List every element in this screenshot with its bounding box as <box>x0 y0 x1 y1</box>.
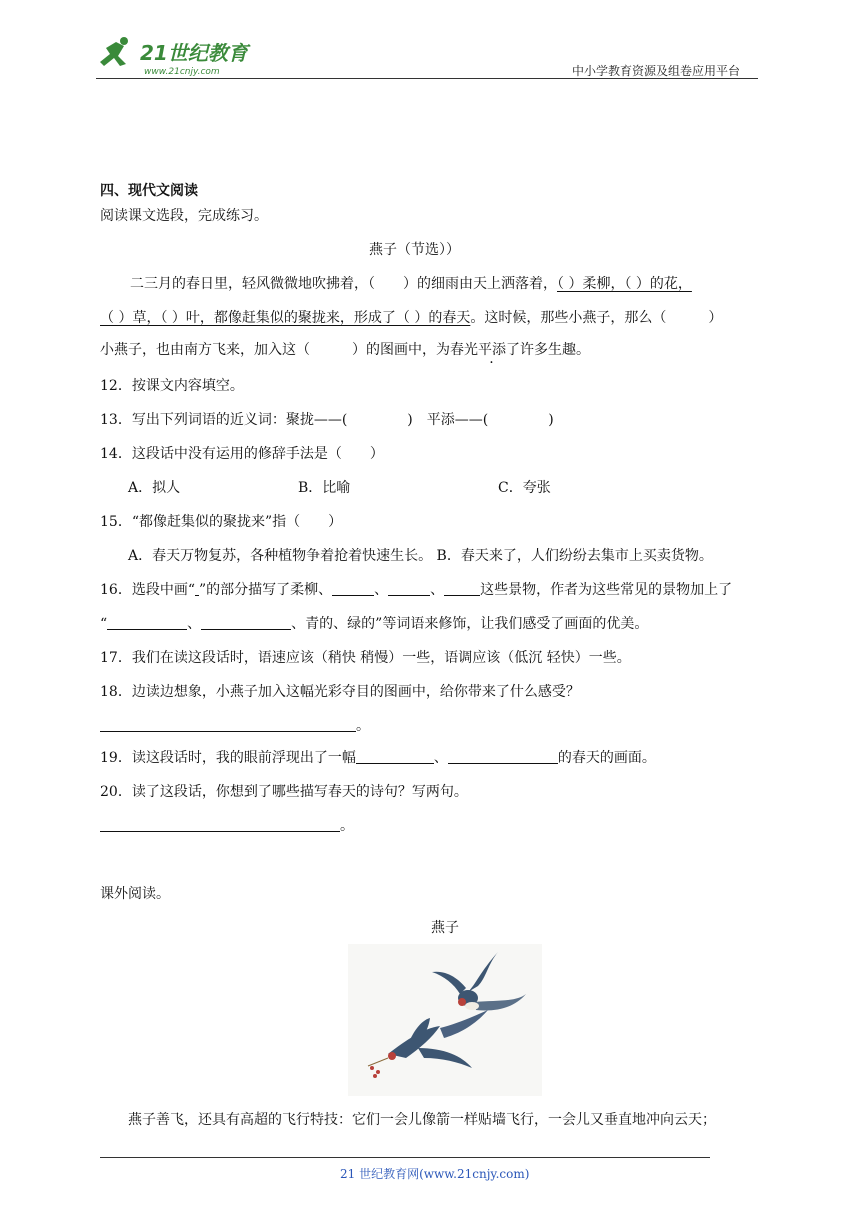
section-title: 四、现代文阅读 <box>100 183 198 199</box>
svg-text:www.21cnjy.com: www.21cnjy.com <box>144 67 220 77</box>
option-a: A．拟人 <box>128 480 181 496</box>
question-16: 16．选段中画“ ”的部分描写了柔柳、 、 、 这些景物，作者为这些常见的景物加上了 <box>100 582 733 598</box>
answer-blank <box>332 581 374 596</box>
option-b: B．比喻 <box>298 480 351 496</box>
question-12: 12．按课文内容填空。 <box>100 378 244 394</box>
answer-blank <box>107 615 187 630</box>
passage-line-3: 小燕子，也由南方飞来，加入这（ ）的图画中，为春光平添了许多生趣。 <box>100 342 590 358</box>
header-divider <box>96 78 758 79</box>
swallows-illustration <box>348 944 542 1096</box>
passage-line-2: （ ）草，（ ）叶，都像赶集似的聚拢来，形成了（ ）的春天。这时候，那些小燕子，那么（ ） <box>100 310 723 326</box>
footer-divider <box>100 1157 710 1158</box>
question-13: 13．写出下列词语的近义词：聚拢——( ) 平添——( ) <box>100 412 554 428</box>
underlined-text: （ ）柔柳，（ ）的花， <box>557 276 692 292</box>
question-20: 20．读了这段话，你想到了哪些描写春天的诗句？写两句。 <box>100 784 468 800</box>
question-18: 18．边读边想象，小燕子加入这幅光彩夺目的图画中，给你带来了什么感受？ <box>100 684 580 700</box>
option-c: C．夸张 <box>498 480 551 496</box>
passage-title: 燕子（节选）） <box>369 242 460 258</box>
question-19: 19．读这段话时，我的眼前浮现出了一幅 、 的春天的画面。 <box>100 750 656 766</box>
platform-tagline: 中小学教育资源及组卷应用平台 <box>572 64 741 78</box>
question-14: 14．这段话中没有运用的修辞手法是（ ） <box>100 446 384 462</box>
question-18-answer: 。 <box>100 716 370 736</box>
question-16-cont: “ 、 、青的、绿的”等词语来修饰，让我们感受了画面的优美。 <box>100 616 649 632</box>
footer-credit[interactable]: 21 世纪教育网(www.21cnjy.com) <box>340 1167 530 1181</box>
question-15: 15．“都像赶集似的聚拢来”指（ ） <box>100 514 343 530</box>
extra-reading-label: 课外阅读。 <box>100 886 170 902</box>
underlined-text: （ ）草，（ ）叶，都像赶集似的聚拢来，形成了（ ）的春天 <box>100 310 471 326</box>
dotted-emphasis: 平添 <box>478 342 506 358</box>
question-15-options: A．春天万物复苏，各种植物争着抢着快速生长。 B．春天来了，人们纷纷去集市上买卖货物。 <box>128 548 713 564</box>
answer-blank <box>444 581 480 596</box>
extra-passage-line-1: 燕子善飞，还具有高超的飞行特技：它们一会儿像箭一样贴墙飞行，一会儿又垂直地冲向云天； <box>128 1112 716 1128</box>
site-logo <box>94 36 264 80</box>
passage-line-1: 二三月的春日里，轻风微微地吹拂着，（ ）的细雨由天上洒落着，（ ）柔柳，（ ）的花， <box>130 276 692 292</box>
extra-reading-title: 燕子 <box>431 920 459 936</box>
svg-text:21世纪教育: 21世纪教育 <box>140 41 248 65</box>
answer-blank <box>201 615 291 630</box>
answer-blank <box>100 717 356 732</box>
answer-blank <box>388 581 430 596</box>
question-17: 17．我们在读这段话时，语速应该（稍快 稍慢）一些，语调应该（低沉 轻快）一些。 <box>100 650 631 666</box>
answer-blank <box>356 749 434 764</box>
answer-blank <box>100 817 340 832</box>
reading-instruction: 阅读课文选段，完成练习。 <box>100 208 268 224</box>
answer-blank <box>448 749 558 764</box>
question-20-answer: 。 <box>100 816 354 836</box>
